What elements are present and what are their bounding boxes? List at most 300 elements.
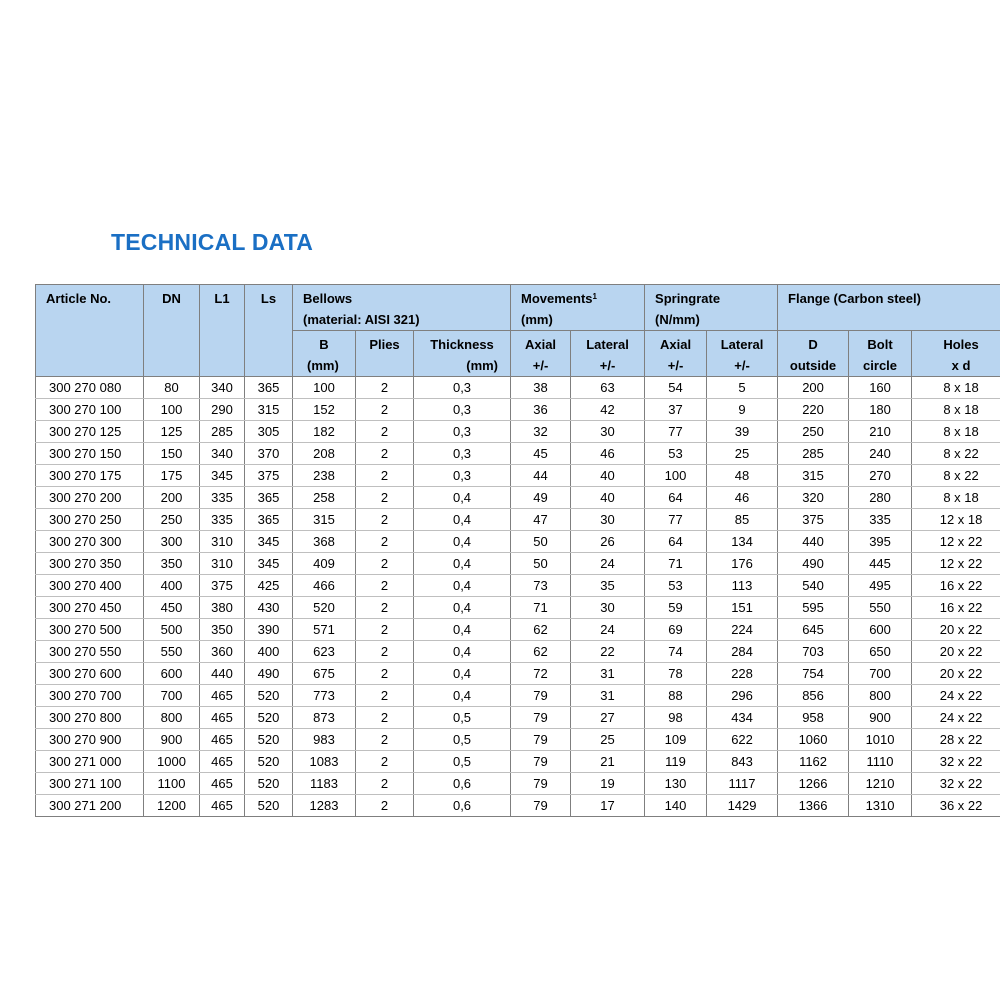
table-cell: 2 [356, 619, 414, 641]
table-cell: 53 [645, 443, 707, 465]
table-cell: 24 x 22 [912, 685, 1000, 707]
table-cell: 2 [356, 377, 414, 399]
table-cell: 64 [645, 487, 707, 509]
table-cell: 39 [707, 421, 778, 443]
table-cell: 152 [293, 399, 356, 421]
header-springrate: Springrate (N/mm) [645, 285, 778, 331]
table-cell: 1183 [293, 773, 356, 795]
header-springrate-axial: Axial +/- [645, 331, 707, 377]
table-cell: 675 [293, 663, 356, 685]
table-cell: 208 [293, 443, 356, 465]
table-cell: 300 271 000 [36, 751, 144, 773]
table-cell: 36 [511, 399, 571, 421]
table-cell: 300 271 200 [36, 795, 144, 817]
table-cell: 250 [144, 509, 200, 531]
table-cell: 100 [144, 399, 200, 421]
table-cell: 47 [511, 509, 571, 531]
header-thickness: Thickness (mm) [414, 331, 511, 377]
table-cell: 73 [511, 575, 571, 597]
table-cell: 22 [571, 641, 645, 663]
table-row [36, 641, 1000, 663]
table-cell: 27 [571, 707, 645, 729]
table-cell: 700 [849, 663, 912, 685]
table-cell: 24 [571, 619, 645, 641]
table-cell: 88 [645, 685, 707, 707]
technical-data-table [35, 284, 1000, 817]
table-cell: 465 [200, 707, 245, 729]
header-flange: Flange (Carbon steel) [778, 285, 1000, 331]
table-cell: 2 [356, 531, 414, 553]
table-cell: 490 [245, 663, 293, 685]
table-cell: 0,5 [414, 707, 511, 729]
table-cell: 540 [778, 575, 849, 597]
table-cell: 8 x 22 [912, 465, 1000, 487]
table-cell: 434 [707, 707, 778, 729]
table-cell: 465 [200, 773, 245, 795]
table-cell: 48 [707, 465, 778, 487]
table-cell: 550 [144, 641, 200, 663]
table-cell: 250 [778, 421, 849, 443]
table-cell: 140 [645, 795, 707, 817]
table-cell: 983 [293, 729, 356, 751]
table-cell: 20 x 22 [912, 663, 1000, 685]
table-cell: 856 [778, 685, 849, 707]
table-cell: 390 [245, 619, 293, 641]
table-cell: 2 [356, 685, 414, 707]
table-cell: 296 [707, 685, 778, 707]
table-cell: 1117 [707, 773, 778, 795]
header-movements-lateral: Lateral +/- [571, 331, 645, 377]
table-cell: 335 [200, 509, 245, 531]
table-cell: 16 x 22 [912, 597, 1000, 619]
table-row [36, 619, 1000, 641]
table-cell: 370 [245, 443, 293, 465]
table-cell: 238 [293, 465, 356, 487]
table-cell: 71 [511, 597, 571, 619]
table-cell: 340 [200, 377, 245, 399]
table-cell: 64 [645, 531, 707, 553]
table-cell: 520 [245, 685, 293, 707]
table-row [36, 751, 1000, 773]
table-cell: 375 [245, 465, 293, 487]
table-cell: 46 [707, 487, 778, 509]
table-cell: 49 [511, 487, 571, 509]
table-cell: 2 [356, 597, 414, 619]
table-cell: 79 [511, 707, 571, 729]
table-cell: 0,4 [414, 487, 511, 509]
table-cell: 0,3 [414, 377, 511, 399]
table-cell: 365 [245, 509, 293, 531]
table-cell: 5 [707, 377, 778, 399]
table-cell: 100 [645, 465, 707, 487]
table-row [36, 685, 1000, 707]
table-cell: 100 [293, 377, 356, 399]
table-cell: 1010 [849, 729, 912, 751]
table-cell: 30 [571, 597, 645, 619]
table-cell: 465 [200, 729, 245, 751]
table-cell: 571 [293, 619, 356, 641]
table-cell: 77 [645, 509, 707, 531]
table-cell: 1060 [778, 729, 849, 751]
table-cell: 0,4 [414, 531, 511, 553]
table-cell: 520 [245, 729, 293, 751]
table-cell: 773 [293, 685, 356, 707]
table-cell: 305 [245, 421, 293, 443]
table-cell: 315 [778, 465, 849, 487]
table-cell: 300 271 100 [36, 773, 144, 795]
table-cell: 365 [245, 487, 293, 509]
table-cell: 445 [849, 553, 912, 575]
table-cell: 2 [356, 751, 414, 773]
table-cell: 30 [571, 509, 645, 531]
table-cell: 2 [356, 399, 414, 421]
table-cell: 130 [645, 773, 707, 795]
table-cell: 200 [144, 487, 200, 509]
table-cell: 1310 [849, 795, 912, 817]
page-title: TECHNICAL DATA [111, 229, 314, 255]
table-cell: 36 x 22 [912, 795, 1000, 817]
table-cell: 300 270 300 [36, 531, 144, 553]
table-cell: 8 x 18 [912, 421, 1000, 443]
table-row [36, 465, 1000, 487]
table-cell: 595 [778, 597, 849, 619]
table-header [36, 285, 1000, 377]
table-cell: 8 x 18 [912, 487, 1000, 509]
table-cell: 280 [849, 487, 912, 509]
table-cell: 285 [200, 421, 245, 443]
table-row [36, 377, 1000, 399]
table-cell: 315 [293, 509, 356, 531]
table-cell: 2 [356, 443, 414, 465]
table-cell: 0,5 [414, 751, 511, 773]
table-cell: 44 [511, 465, 571, 487]
table-cell: 380 [200, 597, 245, 619]
table-cell: 703 [778, 641, 849, 663]
table-cell: 843 [707, 751, 778, 773]
table-cell: 340 [200, 443, 245, 465]
table-cell: 490 [778, 553, 849, 575]
table-cell: 79 [511, 751, 571, 773]
table-cell: 345 [245, 531, 293, 553]
table-cell: 409 [293, 553, 356, 575]
table-cell: 78 [645, 663, 707, 685]
table-cell: 1429 [707, 795, 778, 817]
table-cell: 1200 [144, 795, 200, 817]
table-cell: 160 [849, 377, 912, 399]
table-cell: 175 [144, 465, 200, 487]
table-cell: 395 [849, 531, 912, 553]
table-cell: 2 [356, 795, 414, 817]
table-cell: 71 [645, 553, 707, 575]
table-cell: 2 [356, 509, 414, 531]
table-row [36, 773, 1000, 795]
table-cell: 1083 [293, 751, 356, 773]
table-cell: 32 x 22 [912, 751, 1000, 773]
table-cell: 300 270 150 [36, 443, 144, 465]
table-cell: 958 [778, 707, 849, 729]
table-cell: 2 [356, 641, 414, 663]
table-row [36, 795, 1000, 817]
table-cell: 1162 [778, 751, 849, 773]
table-cell: 300 270 250 [36, 509, 144, 531]
table-cell: 151 [707, 597, 778, 619]
table-cell: 345 [245, 553, 293, 575]
table-body [36, 377, 1000, 817]
table-cell: 368 [293, 531, 356, 553]
table-cell: 284 [707, 641, 778, 663]
table-cell: 77 [645, 421, 707, 443]
table-cell: 79 [511, 685, 571, 707]
table-cell: 400 [144, 575, 200, 597]
table-cell: 0,4 [414, 641, 511, 663]
table-cell: 600 [144, 663, 200, 685]
table-cell: 1210 [849, 773, 912, 795]
table-cell: 21 [571, 751, 645, 773]
table-cell: 440 [778, 531, 849, 553]
table-cell: 31 [571, 685, 645, 707]
table-cell: 63 [571, 377, 645, 399]
table-cell: 335 [849, 509, 912, 531]
table-cell: 1283 [293, 795, 356, 817]
table-cell: 180 [849, 399, 912, 421]
table-cell: 375 [200, 575, 245, 597]
table-cell: 300 270 125 [36, 421, 144, 443]
table-cell: 300 270 500 [36, 619, 144, 641]
table-cell: 350 [200, 619, 245, 641]
table-cell: 42 [571, 399, 645, 421]
table-cell: 150 [144, 443, 200, 465]
table-row [36, 597, 1000, 619]
table-cell: 20 x 22 [912, 619, 1000, 641]
table-cell: 98 [645, 707, 707, 729]
table-cell: 74 [645, 641, 707, 663]
table-cell: 335 [200, 487, 245, 509]
table-cell: 1000 [144, 751, 200, 773]
table-cell: 500 [144, 619, 200, 641]
table-row [36, 421, 1000, 443]
table-cell: 300 270 350 [36, 553, 144, 575]
table-row [36, 443, 1000, 465]
table-cell: 210 [849, 421, 912, 443]
table-cell: 800 [849, 685, 912, 707]
table-cell: 466 [293, 575, 356, 597]
header-b: B (mm) [293, 331, 356, 377]
table-cell: 345 [200, 465, 245, 487]
table-cell: 600 [849, 619, 912, 641]
table-cell: 320 [778, 487, 849, 509]
table-cell: 300 270 175 [36, 465, 144, 487]
table-cell: 300 270 100 [36, 399, 144, 421]
table-cell: 440 [200, 663, 245, 685]
table-cell: 0,3 [414, 443, 511, 465]
table-cell: 310 [200, 531, 245, 553]
table-cell: 62 [511, 619, 571, 641]
table-cell: 224 [707, 619, 778, 641]
table-cell: 228 [707, 663, 778, 685]
table-row [36, 531, 1000, 553]
header-movements: Movements$^1$ (mm) [511, 285, 645, 331]
table-cell: 0,3 [414, 465, 511, 487]
table-cell: 400 [245, 641, 293, 663]
header-flange-d: D outside [778, 331, 849, 377]
table-cell: 285 [778, 443, 849, 465]
table-cell: 24 [571, 553, 645, 575]
table-cell: 20 x 22 [912, 641, 1000, 663]
table-cell: 520 [245, 751, 293, 773]
table-cell: 9 [707, 399, 778, 421]
table-cell: 290 [200, 399, 245, 421]
table-cell: 1110 [849, 751, 912, 773]
table-cell: 300 [144, 531, 200, 553]
table-cell: 622 [707, 729, 778, 751]
table-cell: 0,6 [414, 773, 511, 795]
table-cell: 80 [144, 377, 200, 399]
table-cell: 0,4 [414, 509, 511, 531]
table-cell: 79 [511, 773, 571, 795]
table-cell: 30 [571, 421, 645, 443]
header-springrate-lateral: Lateral +/- [707, 331, 778, 377]
table-cell: 40 [571, 487, 645, 509]
table-cell: 46 [571, 443, 645, 465]
header-flange-bolt: Bolt circle [849, 331, 912, 377]
table-cell: 0,4 [414, 619, 511, 641]
table-cell: 8 x 18 [912, 377, 1000, 399]
table-cell: 375 [778, 509, 849, 531]
table-cell: 0,3 [414, 421, 511, 443]
header-plies: Plies [356, 331, 414, 377]
table-cell: 1366 [778, 795, 849, 817]
header-movements-axial: Axial +/- [511, 331, 571, 377]
table-cell: 2 [356, 421, 414, 443]
table-cell: 37 [645, 399, 707, 421]
table-cell: 430 [245, 597, 293, 619]
table-cell: 315 [245, 399, 293, 421]
table-cell: 16 x 22 [912, 575, 1000, 597]
table-cell: 365 [245, 377, 293, 399]
table-row [36, 729, 1000, 751]
table-cell: 220 [778, 399, 849, 421]
table-cell: 119 [645, 751, 707, 773]
table-cell: 12 x 22 [912, 531, 1000, 553]
table-cell: 45 [511, 443, 571, 465]
table-cell: 54 [645, 377, 707, 399]
table-cell: 1266 [778, 773, 849, 795]
movements-footnote: 1 [592, 292, 597, 301]
table-cell: 300 270 400 [36, 575, 144, 597]
table-cell: 1100 [144, 773, 200, 795]
table-row [36, 575, 1000, 597]
table-cell: 2 [356, 575, 414, 597]
table-cell: 113 [707, 575, 778, 597]
table-cell: 200 [778, 377, 849, 399]
table-cell: 26 [571, 531, 645, 553]
table-cell: 465 [200, 795, 245, 817]
table-cell: 59 [645, 597, 707, 619]
table-cell: 17 [571, 795, 645, 817]
table-cell: 300 270 700 [36, 685, 144, 707]
table-cell: 8 x 22 [912, 443, 1000, 465]
table-cell: 900 [144, 729, 200, 751]
table-cell: 258 [293, 487, 356, 509]
table-cell: 24 x 22 [912, 707, 1000, 729]
table-cell: 79 [511, 729, 571, 751]
table-cell: 2 [356, 553, 414, 575]
table-cell: 0,6 [414, 795, 511, 817]
table-cell: 72 [511, 663, 571, 685]
table-cell: 79 [511, 795, 571, 817]
table-cell: 310 [200, 553, 245, 575]
table-cell: 360 [200, 641, 245, 663]
table-cell: 53 [645, 575, 707, 597]
table-cell: 754 [778, 663, 849, 685]
header-dn: DN [144, 285, 200, 377]
table-cell: 623 [293, 641, 356, 663]
table-cell: 134 [707, 531, 778, 553]
table-cell: 69 [645, 619, 707, 641]
table-cell: 0,4 [414, 575, 511, 597]
table-cell: 40 [571, 465, 645, 487]
table-cell: 0,4 [414, 553, 511, 575]
table-cell: 25 [571, 729, 645, 751]
table-row [36, 663, 1000, 685]
table-row [36, 707, 1000, 729]
table-cell: 520 [245, 773, 293, 795]
header-article-no: Article No. [36, 285, 144, 377]
table-cell: 2 [356, 773, 414, 795]
table-cell: 520 [245, 795, 293, 817]
table-cell: 450 [144, 597, 200, 619]
table-cell: 35 [571, 575, 645, 597]
table-cell: 873 [293, 707, 356, 729]
table-row [36, 553, 1000, 575]
table-cell: 700 [144, 685, 200, 707]
table-cell: 12 x 18 [912, 509, 1000, 531]
table-cell: 465 [200, 685, 245, 707]
table-cell: 520 [245, 707, 293, 729]
table-cell: 12 x 22 [912, 553, 1000, 575]
table-cell: 2 [356, 465, 414, 487]
table-cell: 300 270 200 [36, 487, 144, 509]
table-cell: 31 [571, 663, 645, 685]
table-cell: 550 [849, 597, 912, 619]
table-cell: 2 [356, 707, 414, 729]
table-cell: 300 270 080 [36, 377, 144, 399]
table-cell: 2 [356, 663, 414, 685]
table-cell: 270 [849, 465, 912, 487]
table-cell: 8 x 18 [912, 399, 1000, 421]
table-cell: 2 [356, 487, 414, 509]
header-flange-holes: Holes x d [912, 331, 1000, 377]
table-cell: 2 [356, 729, 414, 751]
table-cell: 176 [707, 553, 778, 575]
table-cell: 50 [511, 531, 571, 553]
table-row [36, 509, 1000, 531]
table-cell: 50 [511, 553, 571, 575]
table-cell: 182 [293, 421, 356, 443]
table-cell: 0,3 [414, 399, 511, 421]
table-cell: 0,4 [414, 685, 511, 707]
table-row [36, 487, 1000, 509]
table-cell: 109 [645, 729, 707, 751]
table-cell: 300 270 600 [36, 663, 144, 685]
table-cell: 38 [511, 377, 571, 399]
table-cell: 0,4 [414, 597, 511, 619]
table-cell: 350 [144, 553, 200, 575]
table-cell: 300 270 800 [36, 707, 144, 729]
table-cell: 465 [200, 751, 245, 773]
table-cell: 25 [707, 443, 778, 465]
table-cell: 125 [144, 421, 200, 443]
